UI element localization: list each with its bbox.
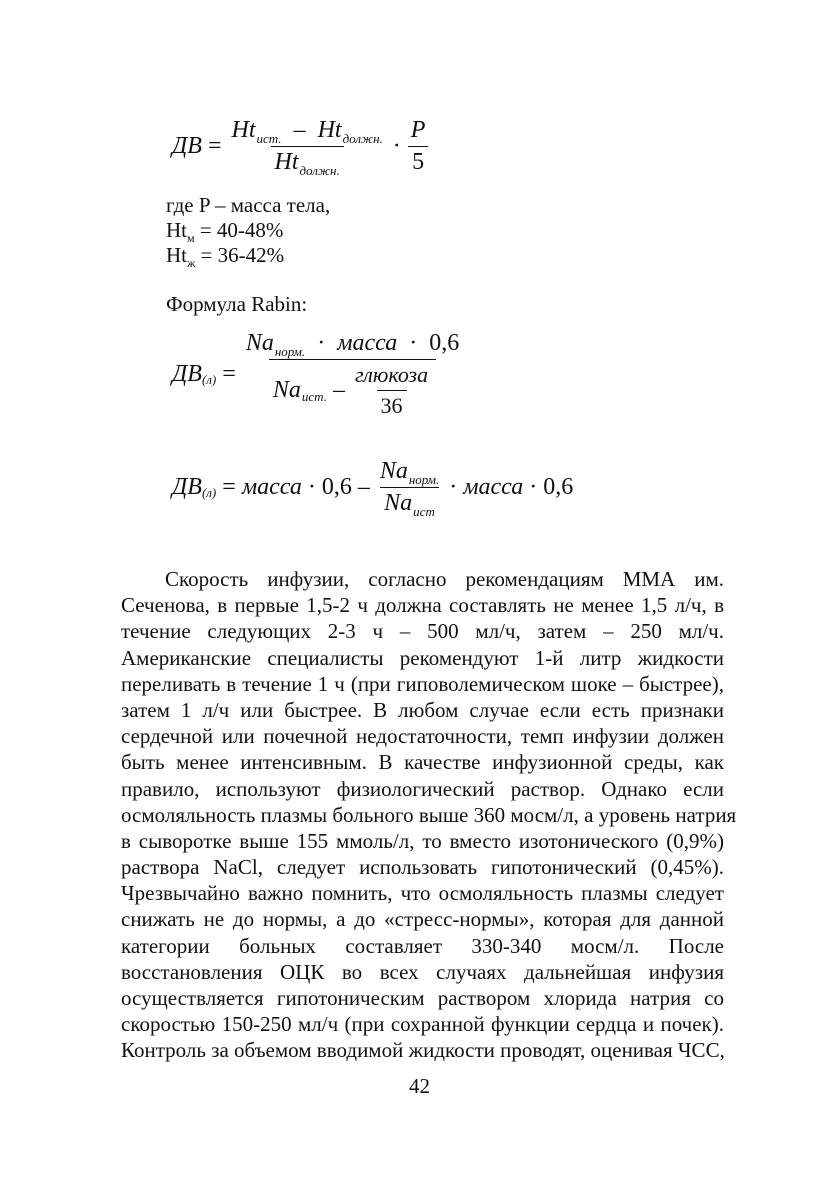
paragraph-line: в сыворотке выше 155 ммоль/л, то вместо изотонического (0,9%) bbox=[121, 828, 724, 853]
formula1-num-ht-b: Ht bbox=[317, 117, 342, 143]
ht-female-label: Ht bbox=[166, 243, 187, 267]
formula3-den-na-sub: ист bbox=[413, 504, 435, 519]
formula-rabin bbox=[172, 330, 463, 419]
ht-male-line bbox=[166, 218, 283, 243]
formula3-equals: = bbox=[222, 474, 236, 500]
formula2-num-coef: 0,6 bbox=[429, 330, 460, 356]
formula1-dot: · bbox=[392, 133, 401, 159]
formula3-massa-a: масса bbox=[241, 474, 302, 500]
formula2-num-massa: масса bbox=[337, 330, 398, 356]
formula-dv-hematocrit bbox=[172, 117, 429, 176]
formula2-lhs: ДВ bbox=[172, 361, 202, 387]
formula1-main-fraction bbox=[227, 117, 386, 176]
formula2-glucose-fraction bbox=[351, 362, 432, 419]
paragraph-line: восстановления ОЦК во всех случаях дальнейшая инфузия bbox=[121, 959, 724, 984]
formula1-p: P bbox=[410, 117, 426, 143]
paragraph-line: переливать в течение 1 ч (при гиповолемическом шоке – быстрее), bbox=[121, 671, 724, 696]
formula2-dot-b: · bbox=[409, 330, 418, 356]
formula1-num-sub-b: должн. bbox=[342, 131, 383, 146]
formula3-minus: – bbox=[357, 474, 370, 500]
page-number: 42 bbox=[409, 1074, 430, 1098]
formula3-dot-c: · bbox=[529, 474, 538, 500]
formula2-num-na-sub: норм. bbox=[274, 344, 306, 359]
formula2-den-na: Na bbox=[272, 377, 301, 403]
paragraph-line: затем 1 л/ч или быстрее. В любом случае если есть признаки bbox=[121, 697, 724, 722]
ht-male-label: Ht bbox=[166, 218, 187, 242]
formula2-num-na: Na bbox=[245, 330, 274, 356]
formula2-glucose: глюкоза bbox=[354, 362, 429, 387]
formula1-den-ht: Ht bbox=[274, 149, 299, 175]
formula1-den-sub: должн. bbox=[299, 163, 340, 178]
paragraph-line: быть менее интенсивным. В качестве инфузионной среды, как bbox=[121, 750, 724, 775]
formula1-num-sub-a: ист. bbox=[256, 131, 282, 146]
ht-female-sub: ж bbox=[187, 256, 196, 270]
formula3-coef-b: 0,6 bbox=[543, 474, 574, 500]
where-note: где P – масса тела, bbox=[166, 193, 331, 217]
formula3-dot-b: · bbox=[449, 474, 458, 500]
paragraph-line: течение следующих 2-3 ч – 500 мл/ч, затем – 250 мл/ч. bbox=[121, 619, 724, 644]
formula3-na-fraction bbox=[376, 458, 443, 517]
formula1-five: 5 bbox=[408, 146, 428, 176]
paragraph-line: правило, используют физиологический раствор. Однако если bbox=[121, 776, 724, 801]
formula3-lhs-sub: (л) bbox=[201, 484, 217, 500]
formula2-lhs-sub: (л) bbox=[201, 371, 217, 387]
formula2-den-na-sub: ист. bbox=[301, 388, 327, 404]
formula3-massa-b: масса bbox=[463, 474, 524, 500]
formula1-minus: – bbox=[293, 117, 306, 143]
formula2-equals: = bbox=[222, 361, 236, 387]
formula3-den-na: Na bbox=[384, 490, 413, 516]
paragraph-line: сердечной или почечной недостаточности, темп инфузии должен bbox=[121, 724, 724, 749]
formula3-dot-a: · bbox=[307, 474, 316, 500]
rabin-title: Формула Rabin: bbox=[166, 292, 308, 316]
paragraph-line: раствора NaCl, следует использовать гипотонический (0,45%). bbox=[121, 855, 724, 880]
paragraph-line: скоростью 150-250 мл/ч (при сохранной функции сердца и почек). bbox=[121, 1012, 724, 1037]
ht-male-value: = 40-48% bbox=[194, 218, 284, 242]
paragraph-line: Контроль за объемом вводимой жидкости проводят, оценивая ЧСС, bbox=[121, 1038, 725, 1063]
ht-female-line bbox=[166, 243, 284, 268]
ht-male-sub: м bbox=[187, 231, 195, 245]
formula1-num-ht-a: Ht bbox=[231, 117, 256, 143]
paragraph-line: снижать не до нормы, а до «стресс-нормы», которая для данной bbox=[121, 907, 724, 932]
paragraph-line: Чрезвычайно важно помнить, что осмоляльность плазмы следует bbox=[121, 881, 724, 906]
formula2-minus: – bbox=[332, 377, 345, 403]
formula3-coef-a: 0,6 bbox=[321, 474, 352, 500]
formula1-lhs: ДВ bbox=[172, 133, 202, 159]
formula2-thirtysix: 36 bbox=[377, 390, 407, 419]
formula2-dot-a: · bbox=[317, 330, 326, 356]
paragraph-line: осуществляется гипотоническим раствором хлорида натрия со bbox=[121, 986, 724, 1010]
formula3-lhs: ДВ bbox=[172, 474, 202, 500]
paragraph-line: осмоляльность плазмы больного выше 360 мосм/л, а уровень натрия bbox=[121, 802, 737, 827]
paragraph-line: Сеченова, в первые 1,5-2 ч должна составлять не менее 1,5 л/ч, в bbox=[121, 593, 724, 618]
paragraph-line: Американские специалисты рекомендуют 1-й литр жидкости bbox=[121, 645, 724, 670]
ht-female-value: = 36-42% bbox=[195, 243, 285, 267]
formula3-num-na-sub: норм. bbox=[408, 472, 440, 487]
formula2-main-fraction bbox=[242, 330, 463, 419]
paragraph-line: Скорость инфузии, согласно рекомендациям ММА им. bbox=[165, 567, 724, 591]
body-paragraph bbox=[121, 566, 737, 1064]
formula-dv-sodium bbox=[172, 458, 573, 517]
formula3-num-na: Na bbox=[379, 458, 408, 484]
formula1-p-fraction bbox=[407, 117, 430, 176]
paragraph-line: категории больных составляет 330-340 мосм/л. После bbox=[121, 933, 724, 958]
formula1-equals: = bbox=[207, 133, 222, 159]
